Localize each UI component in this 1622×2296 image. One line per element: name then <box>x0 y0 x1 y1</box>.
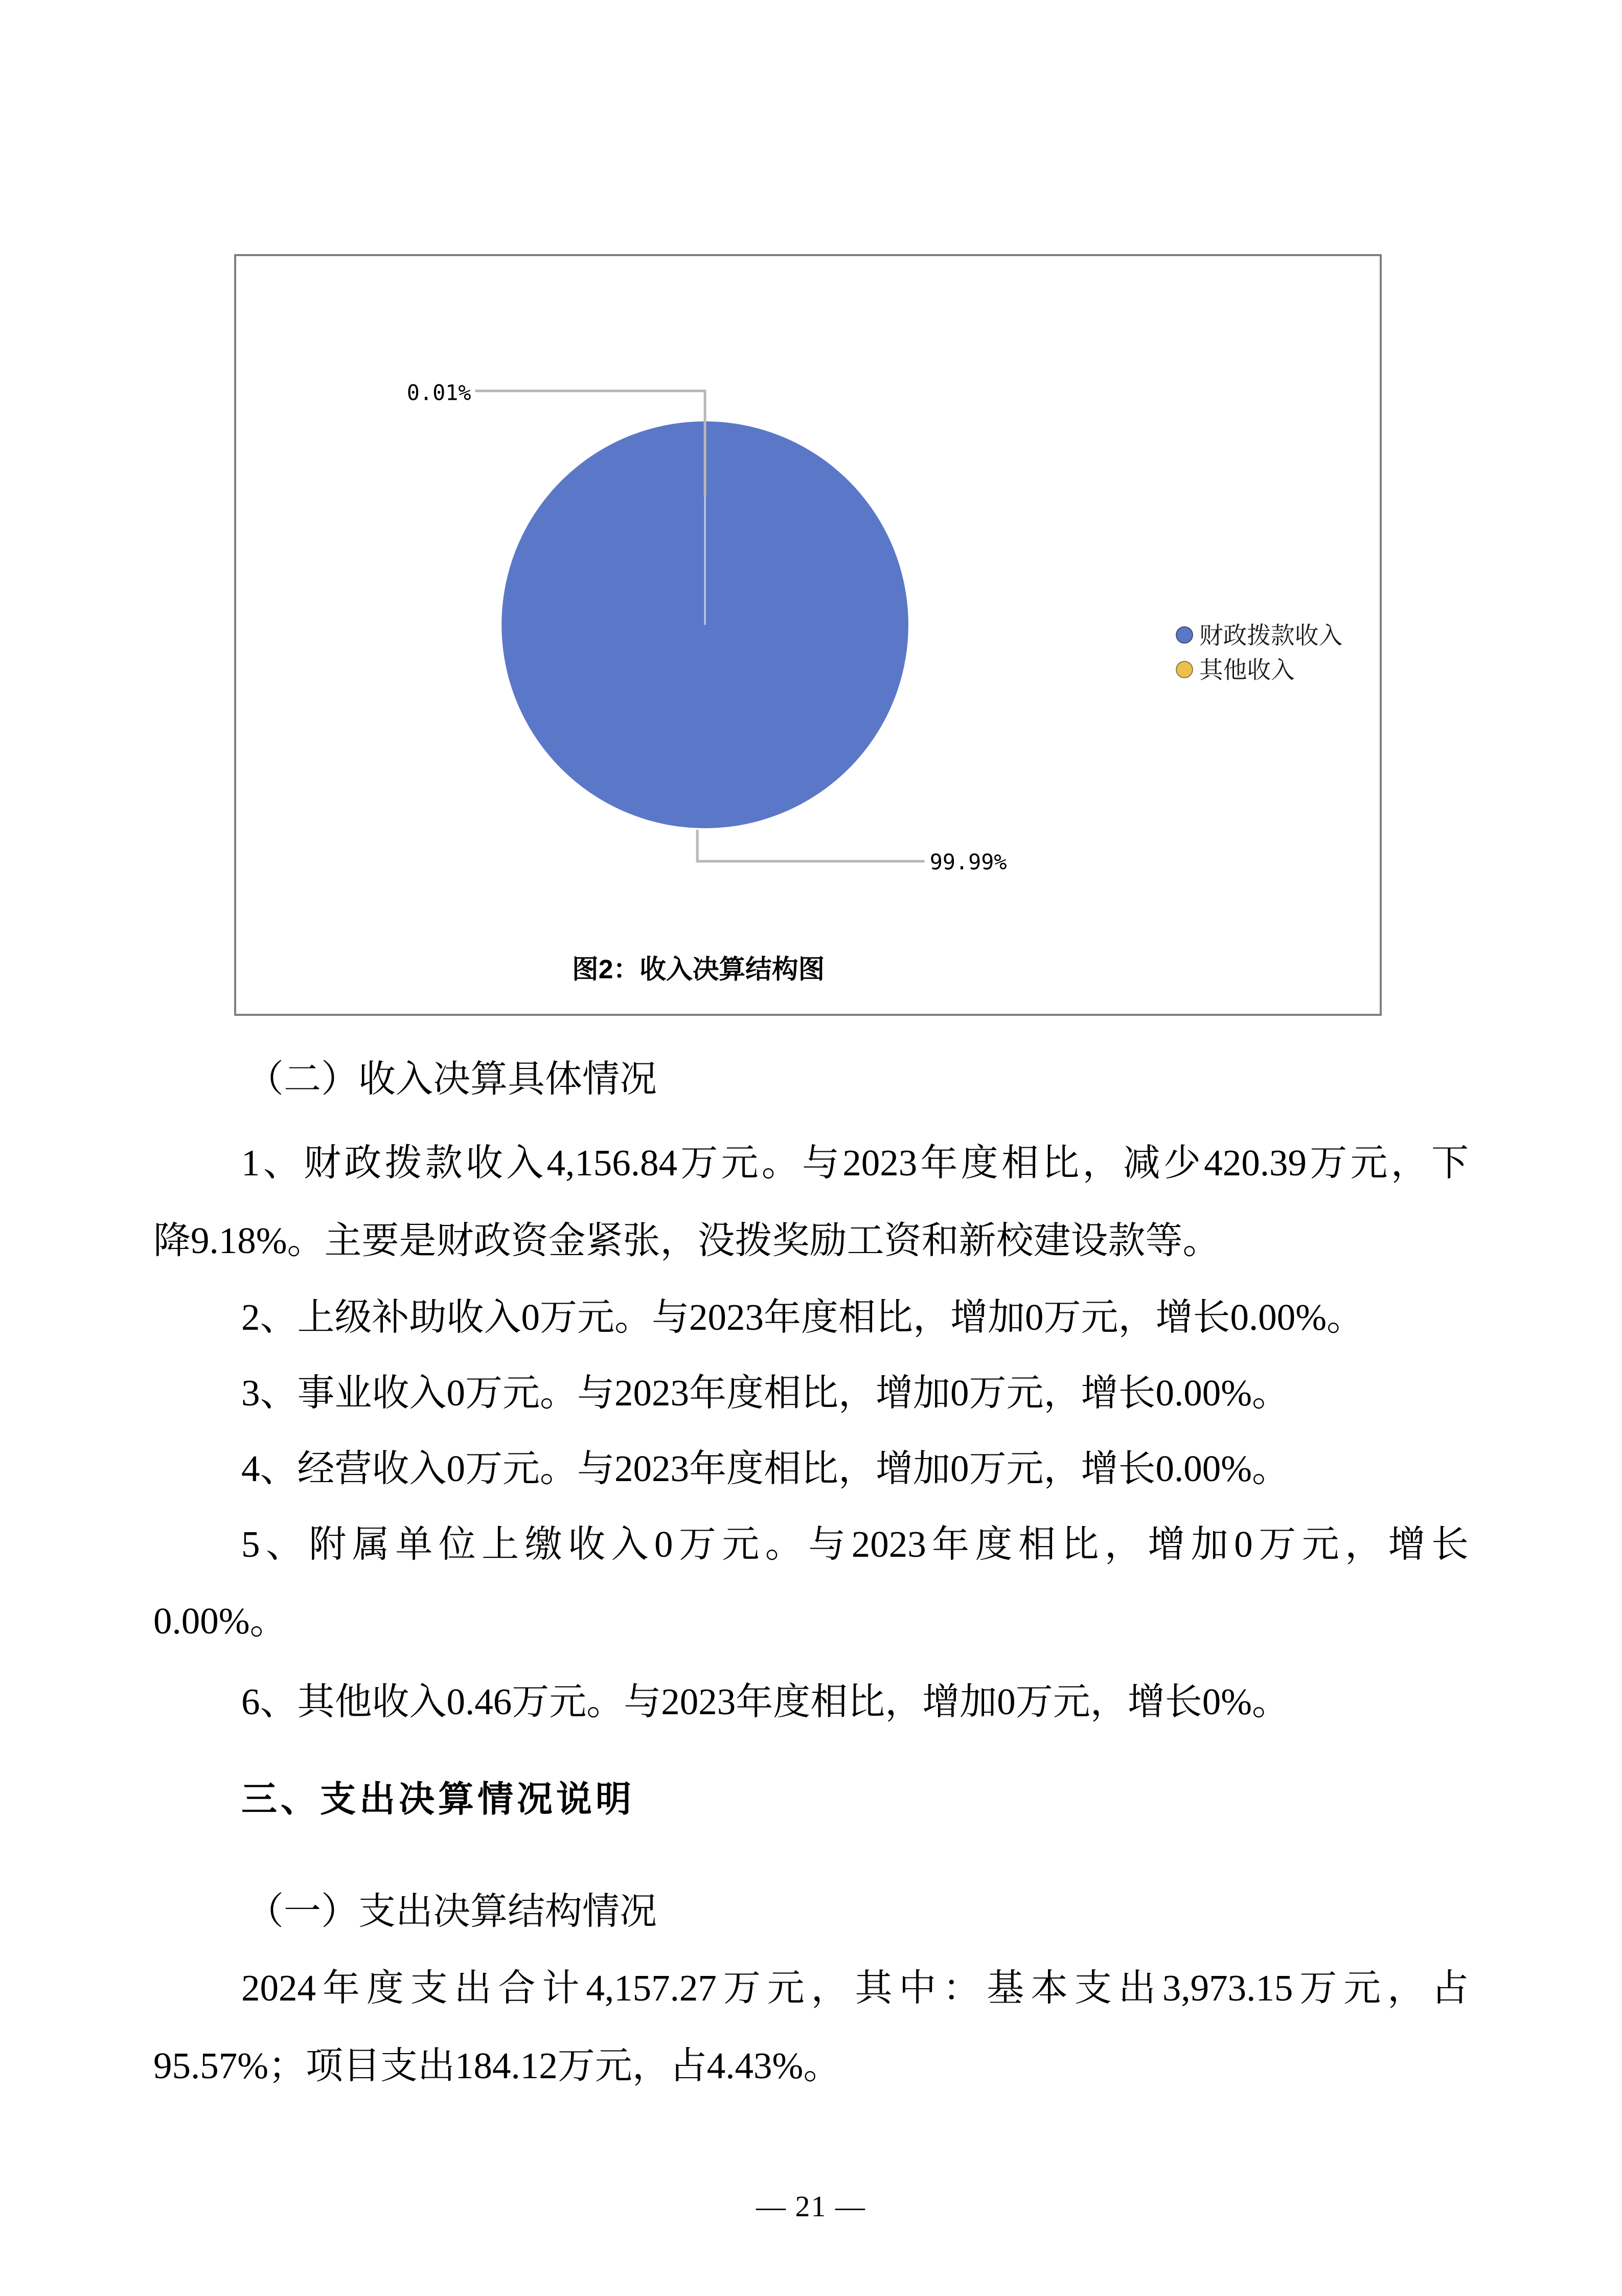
paragraph-affiliated-unit-line1: 5、附属单位上缴收入0万元。与2023年度相比，增加0万元，增长 <box>241 1524 1469 1565</box>
paragraph-expense-total-line1: 2024年度支出合计4,157.27万元，其中：基本支出3,973.15万元，占 <box>241 1967 1469 2009</box>
page-number: — 21 — <box>756 2190 866 2223</box>
section-heading-expense: 三、支出决算情况说明 <box>241 1779 635 1819</box>
legend-label-other-income: 其他收入 <box>1199 656 1295 684</box>
income-structure-chart <box>234 254 1382 1016</box>
paragraph-fiscal-income-line1: 1、财政拨款收入4,156.84万元。与2023年度相比，减少420.39万元，下 <box>241 1142 1469 1184</box>
paragraph-operating-income: 4、经营收入0万元。与2023年度相比，增加0万元，增长0.00%。 <box>241 1448 1290 1489</box>
data-label-fiscal-income: 99.99% <box>929 849 1007 875</box>
legend-label-fiscal-income: 财政拨款收入 <box>1199 622 1343 649</box>
paragraph-expense-total-line2: 95.57%；项目支出184.12万元，占4.43%。 <box>153 2045 841 2086</box>
chart-caption: 图2：收入决算结构图 <box>572 954 825 984</box>
legend-swatch-fiscal-income <box>1176 627 1193 643</box>
paragraph-superior-subsidy: 2、上级补助收入0万元。与2023年度相比，增加0万元，增长0.00%。 <box>241 1297 1364 1338</box>
paragraph-fiscal-income-line2: 降9.18%。主要是财政资金紧张，没拨奖励工资和新校建设款等。 <box>153 1220 1220 1261</box>
leader-line-large-slice <box>697 830 925 861</box>
pie-chart-canvas <box>236 256 1380 1014</box>
paragraph-affiliated-unit-line2: 0.00%。 <box>153 1600 287 1642</box>
data-label-other-income: 0.01% <box>406 380 471 405</box>
paragraph-other-income: 6、其他收入0.46万元。与2023年度相比，增加0万元，增长0%。 <box>241 1681 1290 1722</box>
section-heading-income-detail: （二）收入决算具体情况 <box>246 1058 657 1100</box>
chart-legend <box>1176 622 1342 684</box>
paragraph-business-income: 3、事业收入0万元。与2023年度相比，增加0万元，增长0.00%。 <box>241 1372 1290 1414</box>
section-heading-expense-structure: （一）支出决算结构情况 <box>246 1891 657 1932</box>
legend-swatch-other-income <box>1176 662 1193 678</box>
